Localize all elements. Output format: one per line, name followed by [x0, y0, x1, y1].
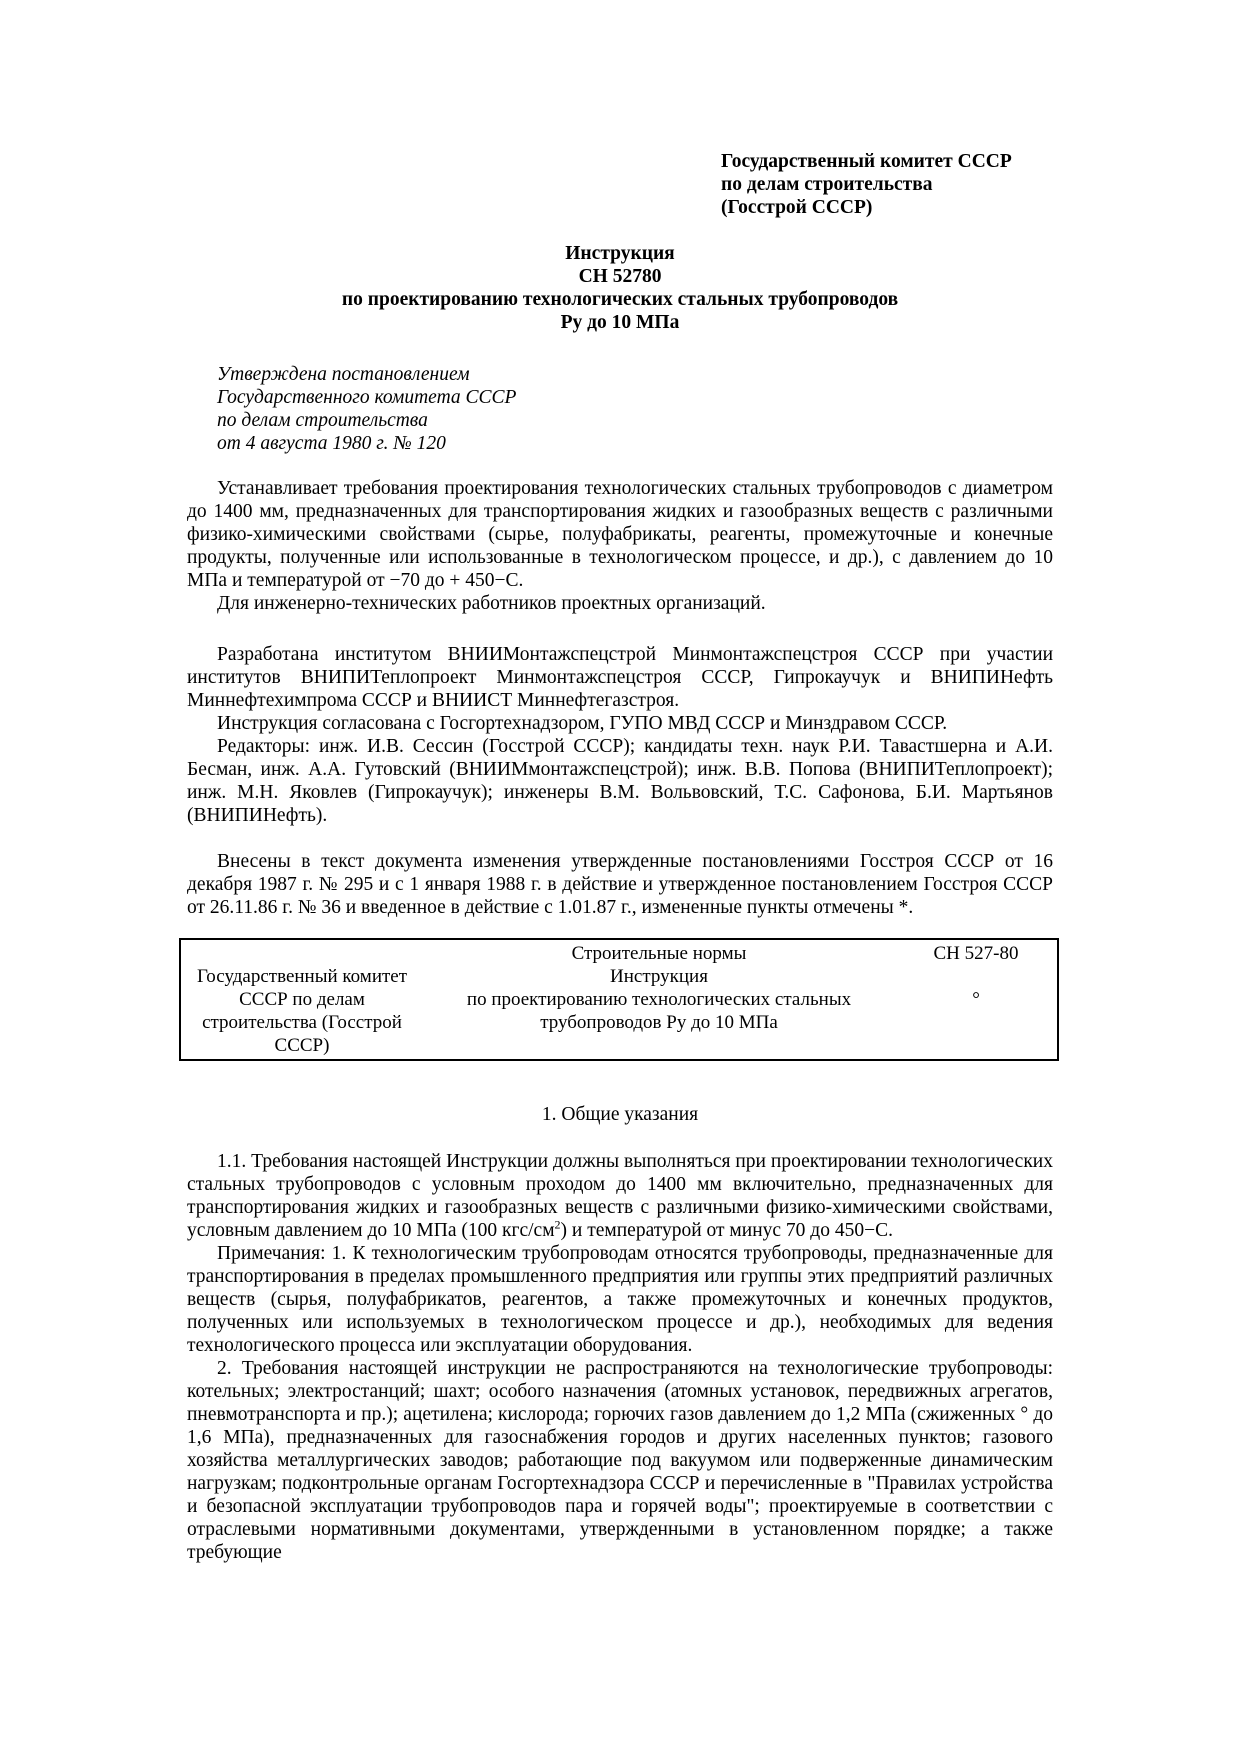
approval-note: [217, 363, 516, 455]
clause-text: 1.1. Требования настоящей Инструкции должны выполняться при проектировании технологических стальных трубопроводов с условным проходом до 1400 мм включительно, предназначенных для транспортирования жидких и газообразных веществ с различными физико-химическими свойствами, условным давлением до 10 МПа (100 кгс/см: [187, 1151, 1053, 1241]
norms-doc: Инструкция: [610, 966, 708, 987]
agreement-paragraph: Инструкция согласована с Госгортехнадзором, ГУПО МВД СССР и Минздравом СССР.: [217, 713, 948, 734]
developers-section: [187, 643, 1053, 827]
changes-section: [187, 850, 1053, 919]
spacer: [901, 965, 1051, 988]
changes-paragraph: Внесены в текст документа изменения утвержденные постановлениями Госстроя СССР от 16 декабря 1987 г. № 295 и с 1 января 1988 г. в действие и утвержденное постановлением Госстроя СССР от 26.11.86 г. № 36 и введенное в действие с 1.01.87 г., измененные пункты отмечены *.: [187, 851, 1053, 918]
title-line: Инструкция: [565, 243, 675, 264]
editors-paragraph: Редакторы: инж. И.В. Сессин (Госстрой СССР); кандидаты техн. наук Р.И. Тавастшерна и А.И. Бесман, инж. А.А. Гутовский (ВНИИМмонтажспецстрой); инж. В.В. Попова (ВНИПИТеплопроект); инж. М.Н. Яковлев (Гипрокаучук); инженеры В.М. Вольвовский, Т.С. Сафонова, Б.И. Мартьянов (ВНИПИНефть).: [187, 736, 1053, 826]
norms-table: [179, 938, 1059, 1061]
norms-code: СН 527-80: [933, 943, 1019, 964]
table-cell-title: [423, 939, 895, 1060]
degree-mark: °: [972, 989, 980, 1010]
norms-subject: по проектированию технологических стальных трубопроводов Ру до 10 МПа: [466, 989, 852, 1033]
table-row: [180, 939, 1058, 1060]
section-heading: 1. Общие указания: [541, 1104, 699, 1125]
approval-line: Государственного комитета СССР: [217, 387, 517, 408]
header-line: (Госстрой СССР): [721, 197, 873, 218]
superscript: 2: [554, 1217, 561, 1232]
intro-paragraph: Устанавливает требования проектирования технологических стальных трубопроводов с диаметром до 1400 мм, предназначенных для транспортирования жидких и газообразных веществ с различными физико-химическими свойствами (сырье, полуфабрикаты, реагенты, промежуточные и конечные продукты, полученные или использованные в технологическом процессе, и др.), с давлением до 10 МПа и температурой от −70 до + 450−С.: [187, 478, 1053, 591]
document-title: [187, 242, 1053, 334]
authority-text: Государственный комитет СССР по делам строительства (Госстрой СССР): [196, 966, 408, 1056]
intro-paragraph: Для инженерно-технических работников проектных организаций.: [217, 593, 766, 614]
clause-1-1: [187, 1150, 1053, 1242]
approval-line: по делам строительства: [217, 410, 428, 431]
header-line: по делам строительства: [721, 174, 933, 195]
approval-line: от 4 августа 1980 г. № 120: [217, 433, 446, 454]
title-code: СН 52780: [578, 266, 662, 287]
issuing-authority-header: [721, 150, 1012, 219]
norms-type: Строительные нормы: [571, 943, 747, 964]
intro-section: [187, 477, 1053, 615]
developers-paragraph: Разработана институтом ВНИИМонтажспецстрой Минмонтажспецстроя СССР при участии институтов ВНИПИТеплопроект Минмонтажспецстроя СССР, Гипрокаучук и ВНИПИНефть Миннефтехимпрома СССР и ВНИИСТ Миннефтегазстроя.: [187, 644, 1053, 711]
clause-text: ) и температурой от минус 70 до 450−С.: [560, 1220, 893, 1241]
note-2-paragraph: 2. Требования настоящей инструкции не распространяются на технологические трубопроводы: котельных; электростанций; шахт; особого назначения (атомных установок, передвижных агрегатов, пневмотранспорта и пр.); ацетилена; кислорода; горючих газов давлением до 1,2 МПа (сжиженных ° до 1,6 МПа), предназначенных для газоснабжения городов и других населенных пунктов; газового хозяйства металлургических заводов; работающие под вакуумом или подверженные динамическим нагрузкам; подконтрольные органам Госгортехнадзора СССР и перечисленные в "Правилах устройства и безопасной эксплуатации трубопроводов пара и горячей воды"; проектируемые в соответствии с отраслевыми нормативными документами, утвержденными в установленном порядке; а также требующие: [187, 1358, 1053, 1563]
header-line: Государственный комитет СССР: [721, 151, 1012, 172]
approval-line: Утверждена постановлением: [217, 364, 470, 385]
section-1-body: [187, 1150, 1053, 1564]
table-cell-code: [895, 939, 1058, 1060]
title-line: Ру до 10 МПа: [560, 312, 680, 333]
title-line: по проектированию технологических стальных трубопроводов: [341, 289, 899, 310]
notes-paragraph: Примечания: 1. К технологическим трубопроводам относятся трубопроводы, предназначенные для транспортирования в пределах промышленного предприятия или группы этих предприятий различных веществ (сырья, полуфабрикатов, реагентов, а также промежуточных и конечных продуктов, полученных или используемых в технологическом процессе и др.), необходимых для ведения технологического процесса или эксплуатации оборудования.: [187, 1243, 1053, 1356]
table-cell-authority: [180, 939, 423, 1060]
